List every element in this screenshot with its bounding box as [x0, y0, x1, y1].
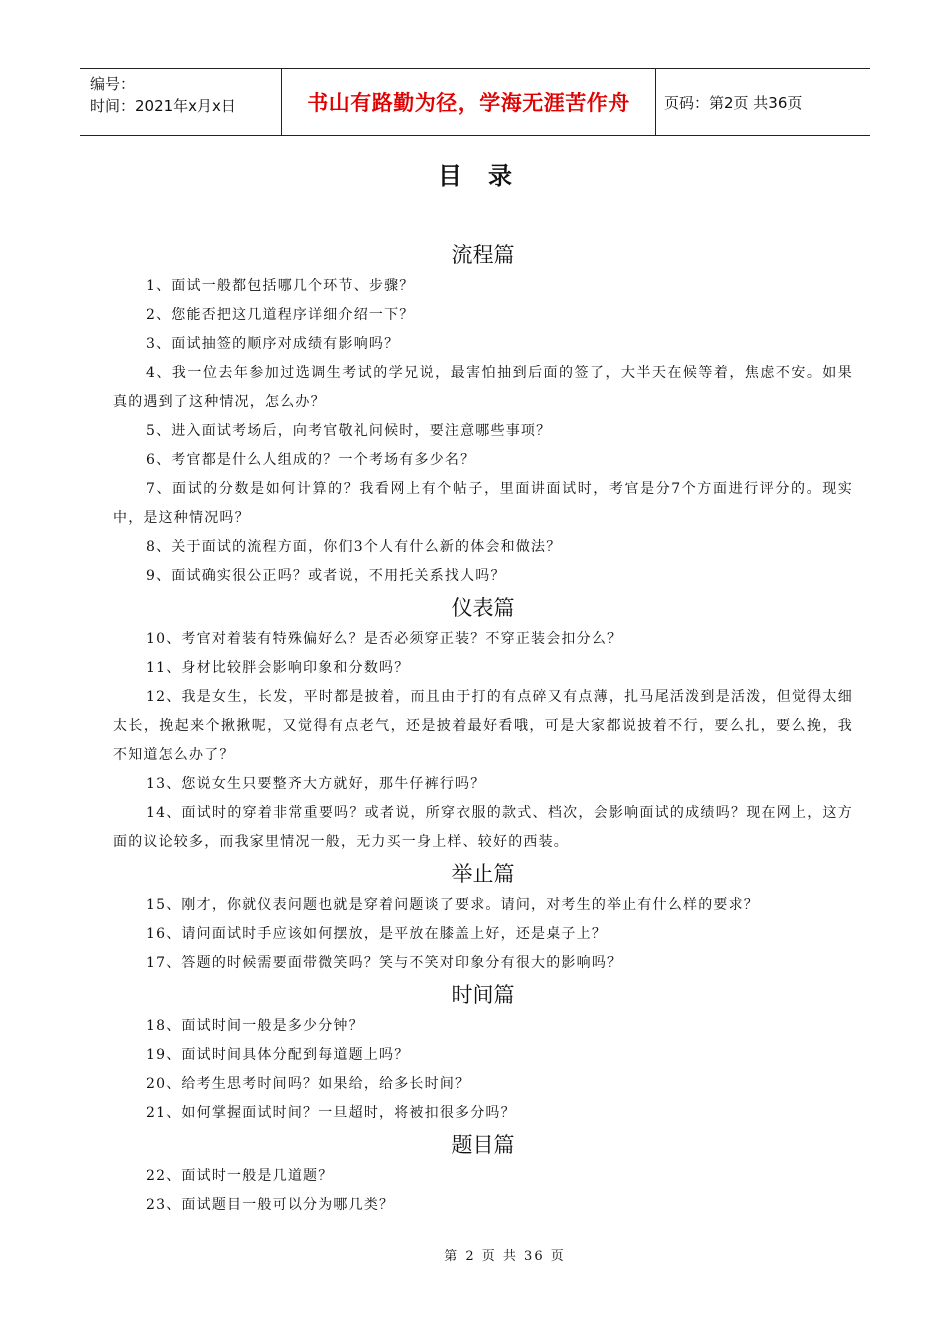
- toc-item: 6、考官都是什么人组成的？一个考场有多少名？: [146, 452, 476, 468]
- toc-item: 13、您说女生只要整齐大方就好，那牛仔裤行吗？: [146, 776, 486, 792]
- toc-item: 9、面试确实很公正吗？或者说，不用托关系找人吗？: [146, 568, 506, 584]
- header-meta: [80, 69, 282, 135]
- toc-item: 1、面试一般都包括哪几个环节、步骤？: [146, 278, 415, 294]
- header-motto-cell: [282, 69, 656, 135]
- toc-item: 23、面试题目一般可以分为哪几类？: [146, 1197, 395, 1213]
- toc-item: 18、面试时间一般是多少分钟？: [146, 1018, 364, 1034]
- toc-item: 15、刚才，你就仪表问题也就是穿着问题谈了要求。请问，对考生的举止有什么样的要求？: [146, 897, 760, 913]
- toc-item: 2、您能否把这几道程序详细介绍一下？: [146, 307, 415, 323]
- toc-item: 17、答题的时候需要面带微笑吗？笑与不笑对印象分有很大的影响吗？: [146, 955, 623, 971]
- toc-item: 8、关于面试的流程方面，你们3个人有什么新的体会和做法？: [146, 539, 562, 555]
- toc-item: 21、如何掌握面试时间？一旦超时，将被扣很多分吗？: [146, 1105, 516, 1121]
- section-title: 举止篇: [451, 862, 515, 886]
- page-label: 页码：第2页 共36页: [664, 93, 803, 112]
- toc-item: 16、请问面试时手应该如何摆放，是平放在膝盖上好，还是桌子上？: [146, 926, 608, 942]
- toc-item: 3、面试抽签的顺序对成绩有影响吗？: [146, 336, 400, 352]
- number-label: 编号：: [90, 75, 136, 93]
- page-header: [80, 68, 870, 136]
- toc-item: 19、面试时间具体分配到每道题上吗？: [146, 1047, 410, 1063]
- toc-item: 22、面试时一般是几道题？: [146, 1168, 334, 1184]
- header-page-cell: [656, 69, 870, 135]
- toc-item: 11、身材比较胖会影响印象和分数吗？: [146, 660, 410, 676]
- toc-item: 5、进入面试考场后，向考官敬礼问候时，要注意哪些事项？: [146, 423, 552, 439]
- motto: 书山有路勤为径，学海无涯苦作舟: [307, 91, 630, 115]
- toc-item: 20、给考生思考时间吗？如果给，给多长时间？: [146, 1076, 471, 1092]
- section-title: 题目篇: [451, 1133, 515, 1157]
- toc-item: 7、面试的分数是如何计算的？我看网上有个帖子，里面讲面试时，考官是分7个方面进行评分的。现实中，是这种情况吗？: [113, 481, 853, 526]
- table-of-contents: [113, 238, 853, 1220]
- section-title: 流程篇: [451, 243, 515, 267]
- section-title: 时间篇: [451, 983, 515, 1007]
- page-footer: 第 2 页 共 36 页: [444, 1249, 566, 1264]
- section-title: 仪表篇: [451, 596, 515, 620]
- toc-item: 12、我是女生，长发，平时都是披着，而且由于打的有点碎又有点薄，扎马尾活泼到是活泼，但觉得太细太长，挽起来个揪揪呢，又觉得有点老气，还是披着最好看哦，可是大家都说披着不行，要么扎，要么挽，我不知道怎么办了？: [113, 689, 853, 763]
- toc-item: 10、考官对着装有特殊偏好么？是否必须穿正装？不穿正装会扣分么？: [146, 631, 623, 647]
- document-title: 目录: [438, 162, 538, 190]
- toc-item: 4、我一位去年参加过选调生考试的学兄说，最害怕抽到后面的签了，大半天在候等着，焦虑不安。如果真的遇到了这种情况，怎么办？: [113, 365, 853, 410]
- toc-item: 14、面试时的穿着非常重要吗？或者说，所穿衣服的款式、档次，会影响面试的成绩吗？现在网上，这方面的议论较多，而我家里情况一般，无力买一身上样、较好的西装。: [113, 805, 853, 850]
- time-label: 时间：2021年x月x日: [90, 97, 236, 115]
